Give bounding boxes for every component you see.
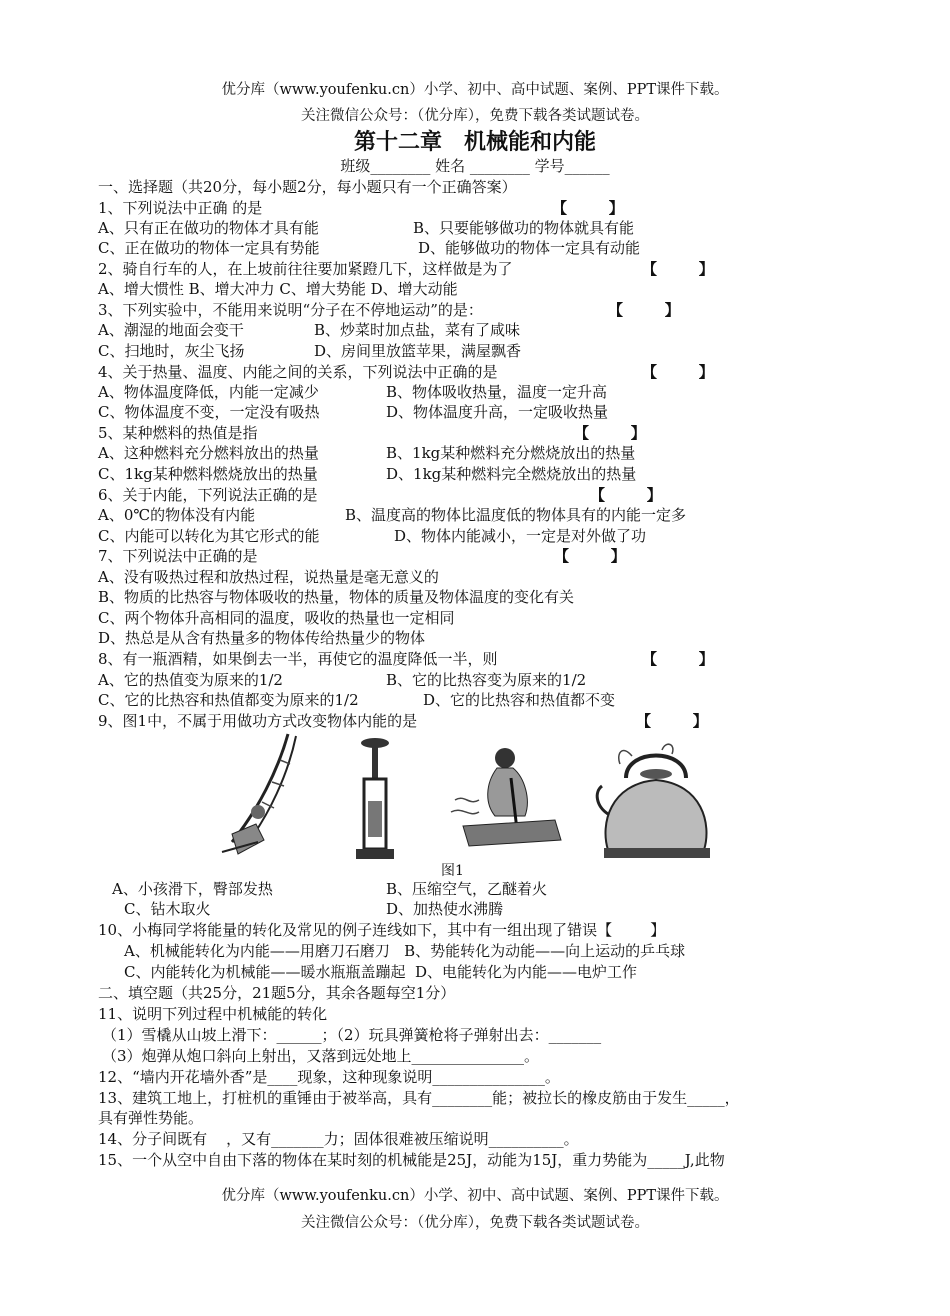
q1-option-c: C、正在做功的物体一定具有势能 xyxy=(98,239,320,257)
air-compression-apparatus-illustration xyxy=(352,735,398,867)
q4-option-c: C、物体温度不变，一定没有吸热 xyxy=(98,403,320,421)
q1-answer-bracket: 【 】 xyxy=(552,199,624,217)
q7-option-b: B、物质的比热容与物体吸收的热量，物体的质量及物体温度的变化有关 xyxy=(98,588,575,606)
q5-answer-bracket: 【 】 xyxy=(574,424,646,442)
q3-stem: 3、下列实验中，不能用来说明“分子在不停地运动”的是： xyxy=(98,301,483,319)
q1-stem: 1、下列说法中正确 的是 xyxy=(98,199,263,217)
q12-stem: 12、“墙内开花墙外香”是____现象，这种现象说明_______________。 xyxy=(98,1068,560,1086)
q9-stem: 9、图1中，不属于用做功方式改变物体内能的是 xyxy=(98,712,418,730)
q3-option-c: C、扫地时，灰尘飞扬 xyxy=(98,342,245,360)
q7-option-d: D、热总是从含有热量多的物体传给热量少的物体 xyxy=(98,629,426,647)
q1-option-a: A、只有正在做功的物体才具有能 xyxy=(98,219,319,237)
q14-stem: 14、分子间既有 ，又有_______力；固体很难被压缩说明__________。 xyxy=(98,1130,579,1148)
footer-line-1: 优分库（www.youfenku.cn）小学、初中、高中试题、案例、PPT课件下载。 xyxy=(221,1188,729,1204)
q5-option-b: B、1kg某种燃料充分燃烧放出的热量 xyxy=(386,444,636,462)
q9-option-c: C、钻木取火 xyxy=(124,900,211,918)
q6-answer-bracket: 【 】 xyxy=(590,486,662,504)
q7-option-a: A、没有吸热过程和放热过程，说热量是毫无意义的 xyxy=(98,568,439,586)
q15-stem: 15、一个从空中自由下落的物体在某时刻的机械能是25J，动能为15J，重力势能为_____J,此物 xyxy=(98,1151,725,1169)
q2-answer-bracket: 【 】 xyxy=(642,260,714,278)
q10-options-ab: A、机械能转化为内能——用磨刀石磨刀 B、势能转化为动能——向上运动的乒乓球 xyxy=(124,942,686,960)
footer-line-2: 关注微信公众号：（优分库），免费下载各类试题试卷。 xyxy=(301,1215,649,1231)
q7-answer-bracket: 【 】 xyxy=(554,547,626,565)
header-line-1: 优分库（www.youfenku.cn）小学、初中、高中试题、案例、PPT课件下载。 xyxy=(221,82,729,98)
section-fill-heading: 二、填空题（共25分，21题5分，其余各题每空1分） xyxy=(98,984,456,1002)
q13-continued: 具有弹性势能。 xyxy=(98,1109,204,1127)
q6-option-a: A、0℃的物体没有内能 xyxy=(98,506,256,524)
drilling-wood-fire-illustration xyxy=(445,744,571,850)
q8-answer-bracket: 【 】 xyxy=(642,650,714,668)
q5-stem: 5、某种燃料的热值是指 xyxy=(98,424,258,442)
q9-option-d: D、加热使水沸腾 xyxy=(386,900,504,918)
q7-stem: 7、下列说法中正确的是 xyxy=(98,547,258,565)
q2-stem: 2、骑自行车的人，在上坡前往往要加紧蹬几下，这样做是为了 xyxy=(98,260,513,278)
q9-option-a: A、小孩滑下，臀部发热 xyxy=(112,880,273,898)
q11-stem: 11、说明下列过程中机械能的转化 xyxy=(98,1005,328,1023)
q6-option-d: D、物体内能减小，一定是对外做了功 xyxy=(394,527,647,545)
q6-option-b: B、温度高的物体比温度低的物体具有的内能一定多 xyxy=(345,506,687,524)
q13-stem: 13、建筑工地上，打桩机的重锤由于被举高，具有________能；被拉长的橡皮筋由于发生_____， xyxy=(98,1089,740,1107)
q4-option-b: B、物体吸收热量，温度一定升高 xyxy=(386,383,608,401)
section-choice-heading: 一、选择题（共20分，每小题2分，每小题只有一个正确答案） xyxy=(98,178,517,196)
header-line-2: 关注微信公众号：（优分库），免费下载各类试题试卷。 xyxy=(301,108,649,124)
q3-answer-bracket: 【 】 xyxy=(608,301,680,319)
q11-part-3: （3）炮弹从炮口斜向上射出，又落到远处地上_______________。 xyxy=(102,1047,540,1065)
q8-option-a: A、它的热值变为原来的1/2 xyxy=(98,671,283,689)
figure-1-caption: 图1 xyxy=(441,863,464,879)
q5-option-c: C、1kg某种燃料燃烧放出的热量 xyxy=(98,465,318,483)
q4-option-d: D、物体温度升高，一定吸收热量 xyxy=(386,403,609,421)
q3-option-a: A、潮湿的地面会变干 xyxy=(98,321,244,339)
q8-option-d: D、它的比热容和热值都不变 xyxy=(423,691,616,709)
q1-option-b: B、只要能够做功的物体就具有能 xyxy=(413,219,635,237)
q8-stem: 8、有一瓶酒精，如果倒去一半，再使它的温度降低一半，则 xyxy=(98,650,498,668)
q8-option-b: B、它的比热容变为原来的1/2 xyxy=(386,671,587,689)
info-line: 班级________ 姓名 ________ 学号______ xyxy=(340,157,610,175)
q10-options-cd: C、内能转化为机械能——暖水瓶瓶盖蹦起 D、电能转化为内能——电炉工作 xyxy=(124,963,638,981)
q3-option-b: B、炒菜时加点盐，菜有了咸味 xyxy=(314,321,521,339)
q6-stem: 6、关于内能，下列说法正确的是 xyxy=(98,486,318,504)
page-title: 第十二章 机械能和内能 xyxy=(353,130,596,155)
q5-option-d: D、1kg某种燃料完全燃烧放出的热量 xyxy=(386,465,637,483)
q2-options: A、增大惯性 B、增大冲力 C、增大势能 D、增大动能 xyxy=(98,280,458,298)
q4-option-a: A、物体温度降低，内能一定减少 xyxy=(98,383,319,401)
q3-option-d: D、房间里放篮苹果，满屋飘香 xyxy=(314,342,522,360)
q8-option-c: C、它的比热容和热值都变为原来的1/2 xyxy=(98,691,359,709)
q9-answer-bracket: 【 】 xyxy=(636,712,708,730)
boiling-kettle-illustration xyxy=(592,734,720,866)
q4-stem: 4、关于热量、温度、内能之间的关系，下列说法中正确的是 xyxy=(98,363,498,381)
q7-option-c: C、两个物体升高相同的温度，吸收的热量也一定相同 xyxy=(98,609,455,627)
q10-stem: 10、小梅同学将能量的转化及常见的例子连线如下，其中有一组出现了错误【 】 xyxy=(98,921,666,939)
q6-option-c: C、内能可以转化为其它形式的能 xyxy=(98,527,320,545)
q1-option-d: D、能够做功的物体一定具有动能 xyxy=(418,239,641,257)
q5-option-a: A、这种燃料充分燃料放出的热量 xyxy=(98,444,319,462)
q4-answer-bracket: 【 】 xyxy=(642,363,714,381)
q11-part-1-2: （1）雪橇从山坡上滑下：______；（2）玩具弹簧枪将子弹射出去：_______ xyxy=(102,1026,602,1044)
slide-child-illustration xyxy=(218,730,302,860)
q9-option-b: B、压缩空气，乙醚着火 xyxy=(386,880,548,898)
